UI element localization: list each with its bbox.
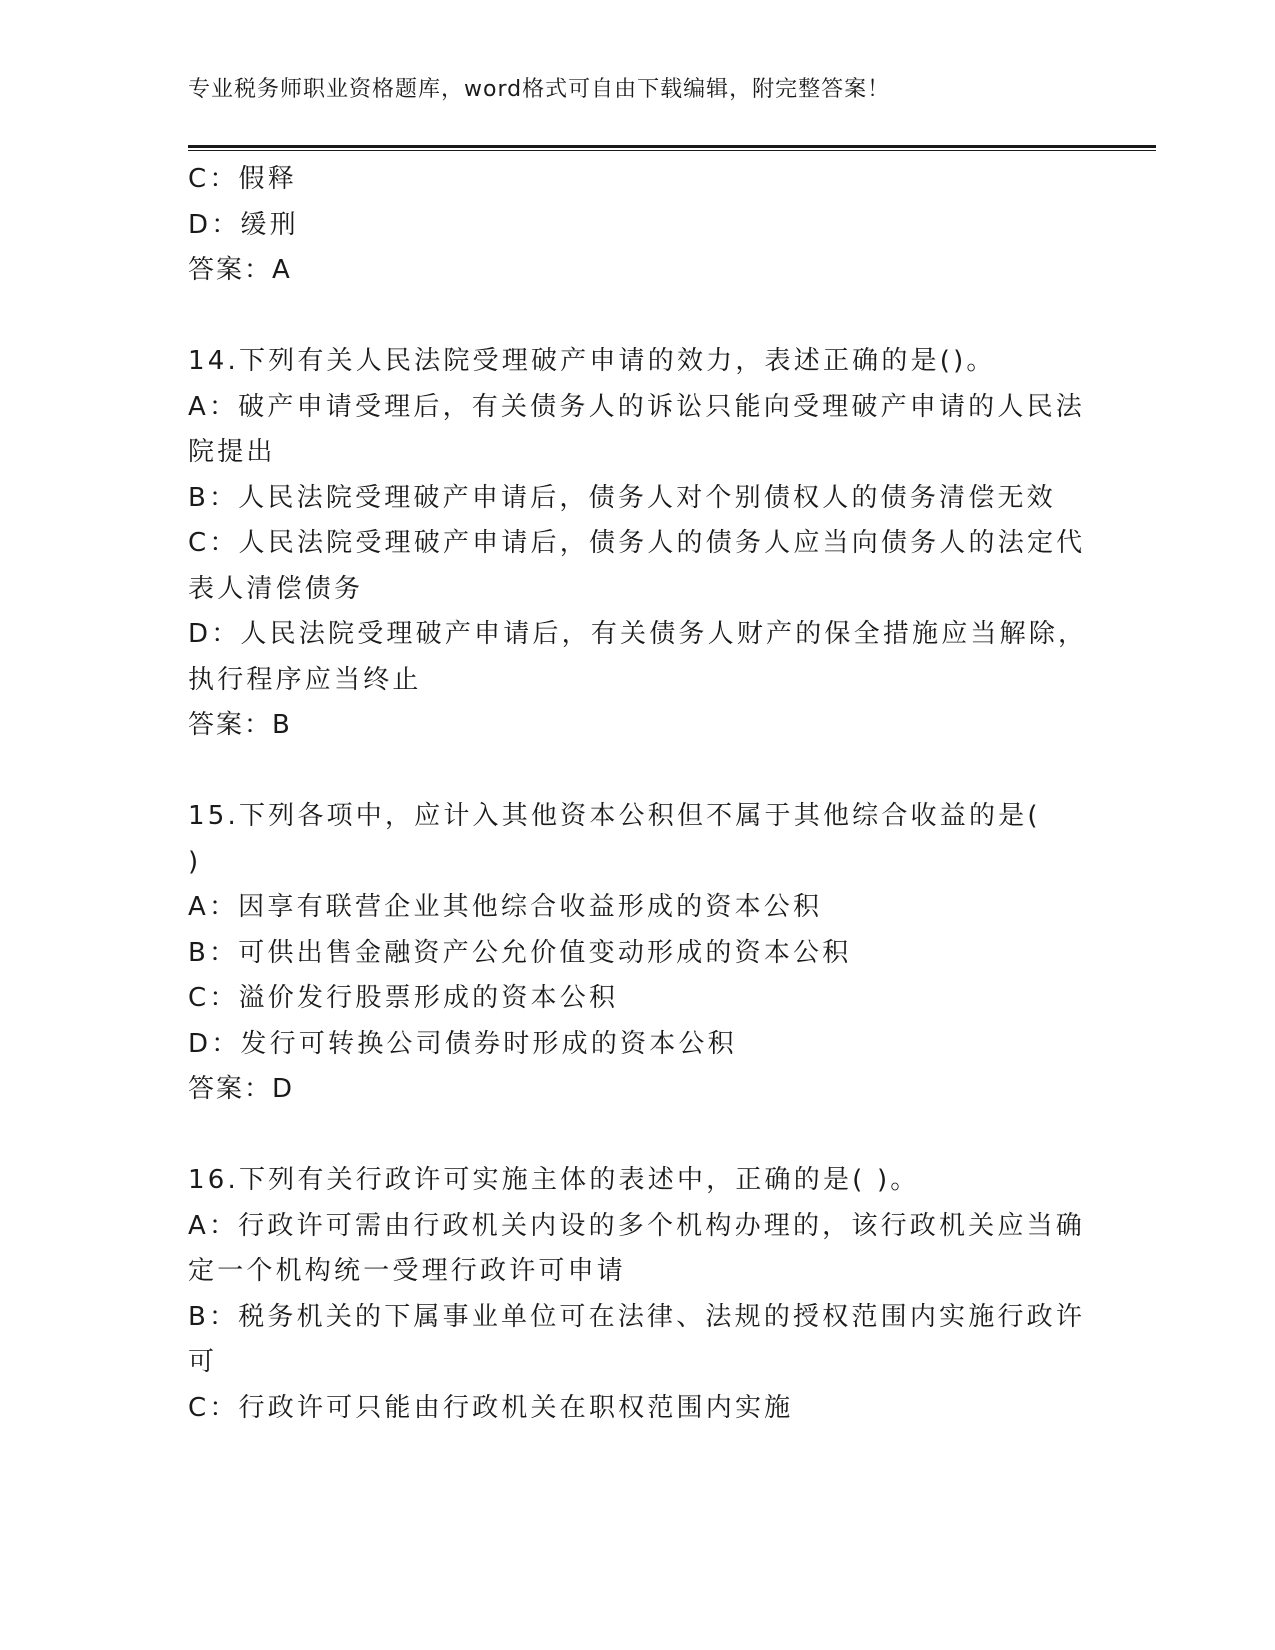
question-15 [188,794,1088,1113]
q13-option-c: C：假释 [188,164,297,194]
q14-option-b: B：人民法院受理破产申请后，债务人对个别债权人的债务清偿无效 [188,482,1056,513]
question-content [188,157,1088,1431]
q16-option-a-line2: 定一个机构统一受理行政许可申请 [188,1256,627,1286]
q15-stem-line1: 15.下列各项中，应计入其他资本公积但不属于其他综合收益的是( [188,801,1041,831]
q15-option-d: D：发行可转换公司债券时形成的资本公积 [188,1028,737,1059]
question-14 [188,339,1088,749]
spacer [188,294,1088,340]
q13-answer: 答案：A [188,255,292,285]
header-text: 专业税务师职业资格题库，word格式可自由下载编辑，附完整答案！ [188,77,891,102]
q15-option-a: A：因享有联营企业其他综合收益形成的资本公积 [188,892,823,922]
q16-option-b-line1: B：税务机关的下属事业单位可在法律、法规的授权范围内实施行政许 [188,1301,1086,1332]
question-13-tail [188,157,1088,294]
spacer [188,749,1088,795]
q14-option-c-line1: C：人民法院受理破产申请后，债务人的债务人应当向债务人的法定代 [188,528,1086,558]
question-16 [188,1158,1088,1431]
q14-answer: 答案：B [188,710,292,740]
header-rule-thin [188,150,1156,151]
header-rule-thick [188,145,1156,148]
q14-option-d-line2: 执行程序应当终止 [188,664,422,695]
q16-option-b-line2: 可 [188,1347,218,1377]
q16-stem: 16.下列有关行政许可实施主体的表述中，正确的是( )。 [188,1165,920,1195]
q15-stem-line2: ) [188,846,202,877]
spacer [188,1113,1088,1159]
q15-answer: 答案：D [188,1074,295,1104]
q14-option-a-line1: A：破产申请受理后，有关债务人的诉讼只能向受理破产申请的人民法 [188,391,1085,422]
q14-option-d-line1: D：人民法院受理破产申请后，有关债务人财产的保全措施应当解除， [188,619,1088,649]
q15-option-c: C：溢价发行股票形成的资本公积 [188,983,619,1013]
q16-option-a-line1: A：行政许可需由行政机关内设的多个机构办理的，该行政机关应当确 [188,1210,1085,1241]
q14-option-a-line2: 院提出 [188,437,276,467]
q14-stem: 14.下列有关人民法院受理破产申请的效力，表述正确的是()。 [188,346,996,376]
q15-option-b: B：可供出售金融资产公允价值变动形成的资本公积 [188,937,852,968]
q16-option-c: C：行政许可只能由行政机关在职权范围内实施 [188,1392,794,1423]
q13-option-d: D：缓刑 [188,209,299,240]
q14-option-c-line2: 表人清偿债务 [188,573,364,604]
